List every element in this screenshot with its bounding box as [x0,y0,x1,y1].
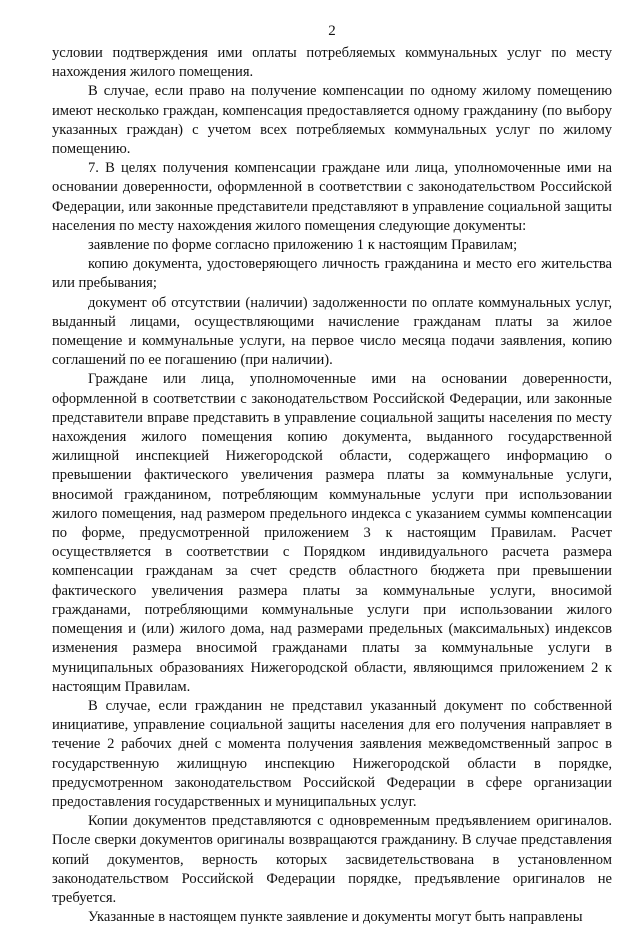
paragraph-debt-document: документ об отсутствии (наличии) задолженности по оплате коммунальных услуг, выданный лицами, осуществляющими начисление гражданам платы за жилое помещение и коммунальные услуги, на первое число месяца подачи заявления, копию соглашений по ее погашению (при наличии). [52,294,612,369]
paragraph-identity-document: копию документа, удостоверяющего личность гражданина и место его жительства или пребывания; [52,256,612,292]
paragraph-representatives: Граждане или лица, уполномоченные ими на основании доверенности, оформленной в соответствии с законодательством Российской Федерации, или законные представители вправе представить в управление социальной защиты населения по месту нахождения жилого помещения копию документа, выданного государственной жилищной инспекцией Нижегородской области, содержащего информацию о превышении фактического увеличения размера платы за коммунальные услуги, вносимой гражданином, потребляющим коммунальные услуги при использовании жилого помещения, над размером предельного индекса с указанием суммы компенсации по форме, предусмотренной приложением 3 к настоящим Правилам. Расчет осуществляется в соответствии с Порядком индивидуального расчета размера компенсации гражданам за счет средств областного бюджета при превышении фактического увеличения размера платы за коммунальные услуги, вносимой гражданами, потребляющими коммунальные услуги при использовании жилого помещения и (или) жилого дома, над размерами предельных (максимальных) индексов изменения размера вносимой гражданами платы за коммунальные услуги в муниципальных образованиях Нижегородской области, являющимся приложением 2 к настоящим Правилам. [52,371,612,695]
paragraph-continuation: условии подтверждения ими оплаты потребляемых коммунальных услуг по месту нахождения жилого помещения. [52,45,612,81]
paragraph-multiple-citizens: В случае, если право на получение компенсации по одному жилому помещению имеют несколько граждан, компенсация предоставляется одному гражданину (по выбору указанных граждан) с учетом всех потребляемых коммунальных услуг по жилому помещению. [52,83,612,158]
paragraph-interagency-request: В случае, если гражданин не представил указанный документ по собственной инициативе, управление социальной защиты населения для его получения направляет в течение 2 рабочих дней с момента получения заявления межведомственный запрос в государственную жилищную инспекцию Нижегородской области в порядке, предусмотренном законодательством Российской Федерации в сфере организации предоставления государственных и муниципальных услуг. [52,697,612,810]
page-number: 2 [328,23,336,39]
paragraph-application-form: заявление по форме согласно приложению 1 к настоящим Правилам; [88,237,518,254]
document-page [52,0,612,926]
paragraph-copies: Копии документов представляются с одновременным предъявлением оригиналов. После сверки документов оригиналы возвращаются гражданину. В случае представления копий документов, верность которых засвидетельствована в установленном законодательством Российской Федерации порядке, предъявление оригиналов не требуется. [52,813,612,906]
document-body [52,44,612,927]
paragraph-submission: Указанные в настоящем пункте заявление и документы могут быть направлены [88,909,583,926]
paragraph-item-7: 7. В целях получения компенсации граждане или лица, уполномоченные ими на основании доверенности, оформленной в соответствии с законодательством Российской Федерации, или законные представители представляют в управление социальной защиты населения по месту нахождения жилого помещения следующие документы: [52,160,612,234]
